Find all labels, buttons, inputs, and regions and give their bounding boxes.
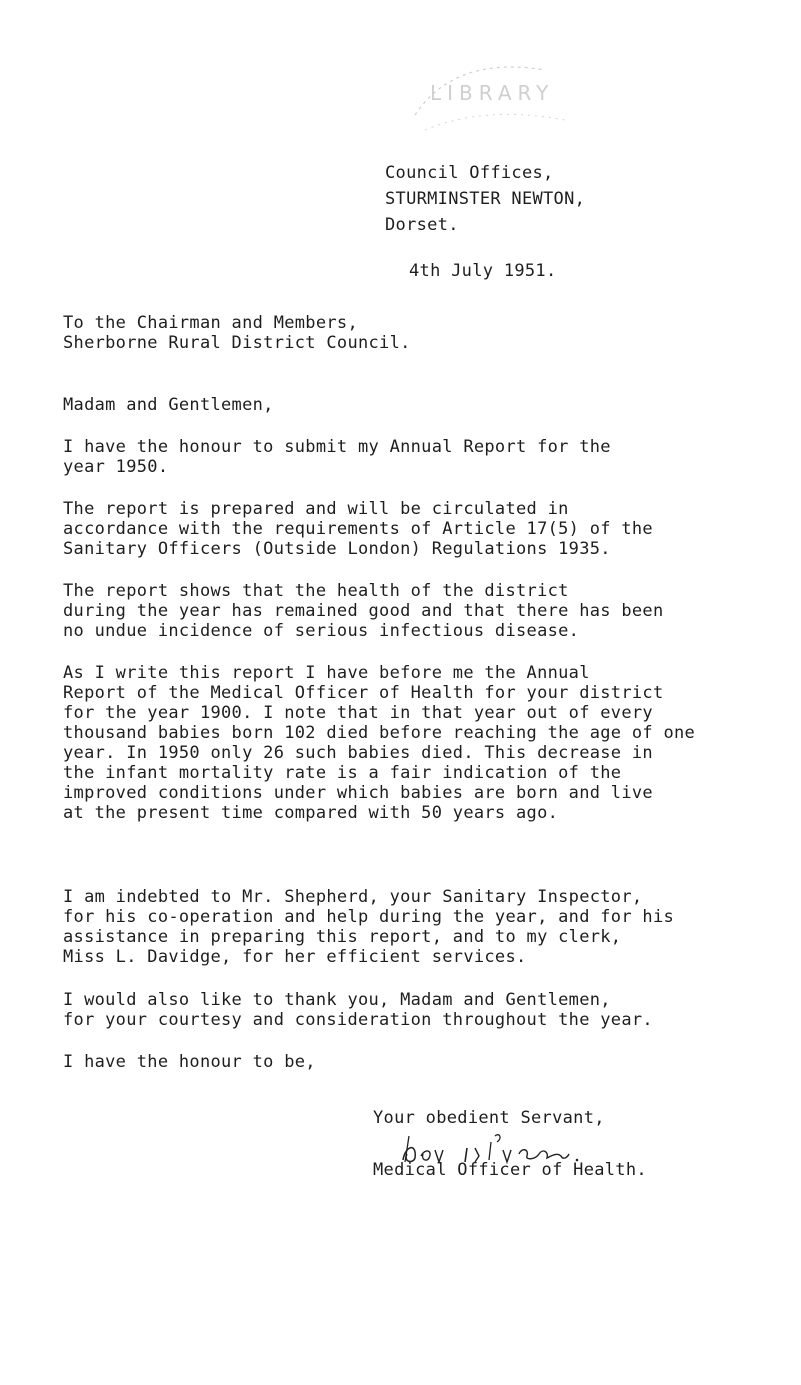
- salutation: Madam and Gentlemen,: [63, 395, 274, 415]
- closing-servant: Your obedient Servant,: [373, 1108, 605, 1128]
- closing-line: I have the honour to be,: [63, 1052, 316, 1072]
- paragraph-6: I would also like to thank you, Madam and Gentlemen, for your courtesy and consideration throughout the year.: [63, 990, 653, 1030]
- recipient-line-2: Sherborne Rural District Council.: [63, 333, 411, 353]
- paragraph-1: I have the honour to submit my Annual Report for the year 1950.: [63, 437, 611, 477]
- paragraph-5: I am indebted to Mr. Shepherd, your Sanitary Inspector, for his co-operation and help during the year, and for his assistance in preparing this report, and to my clerk, Miss L. Davidge, for her efficient services.: [63, 887, 675, 967]
- library-stamp: [395, 45, 575, 135]
- recipient-line-1: To the Chairman and Members,: [63, 313, 358, 333]
- paragraph-4: As I write this report I have before me the Annual Report of the Medical Officer of Health for your district for the year 1900. I note that in that year out of every thousand babies born 102 died before reaching the age of one year. In 1950 only 26 such babies died. This decrease in the infant mortality rate is a fair indication of the improved conditions under which babies are born and live at the present time compared with 50 years ago.: [63, 663, 696, 823]
- paragraph-3: The report shows that the health of the district during the year has remained good and that there has been no undue incidence of serious infectious disease.: [63, 581, 664, 641]
- stamp-text: LIBRARY: [430, 81, 555, 105]
- address-line-2: STURMINSTER NEWTON,: [385, 189, 586, 209]
- address-line-1: Council Offices,: [385, 163, 554, 183]
- signatory-title: Medical Officer of Health.: [373, 1160, 647, 1180]
- paragraph-2: The report is prepared and will be circulated in accordance with the requirements of Article 17(5) of the Sanitary Officers (Outside London) Regulations 1935.: [63, 499, 653, 559]
- letter-date: 4th July 1951.: [409, 261, 557, 281]
- address-line-3: Dorset.: [385, 215, 459, 235]
